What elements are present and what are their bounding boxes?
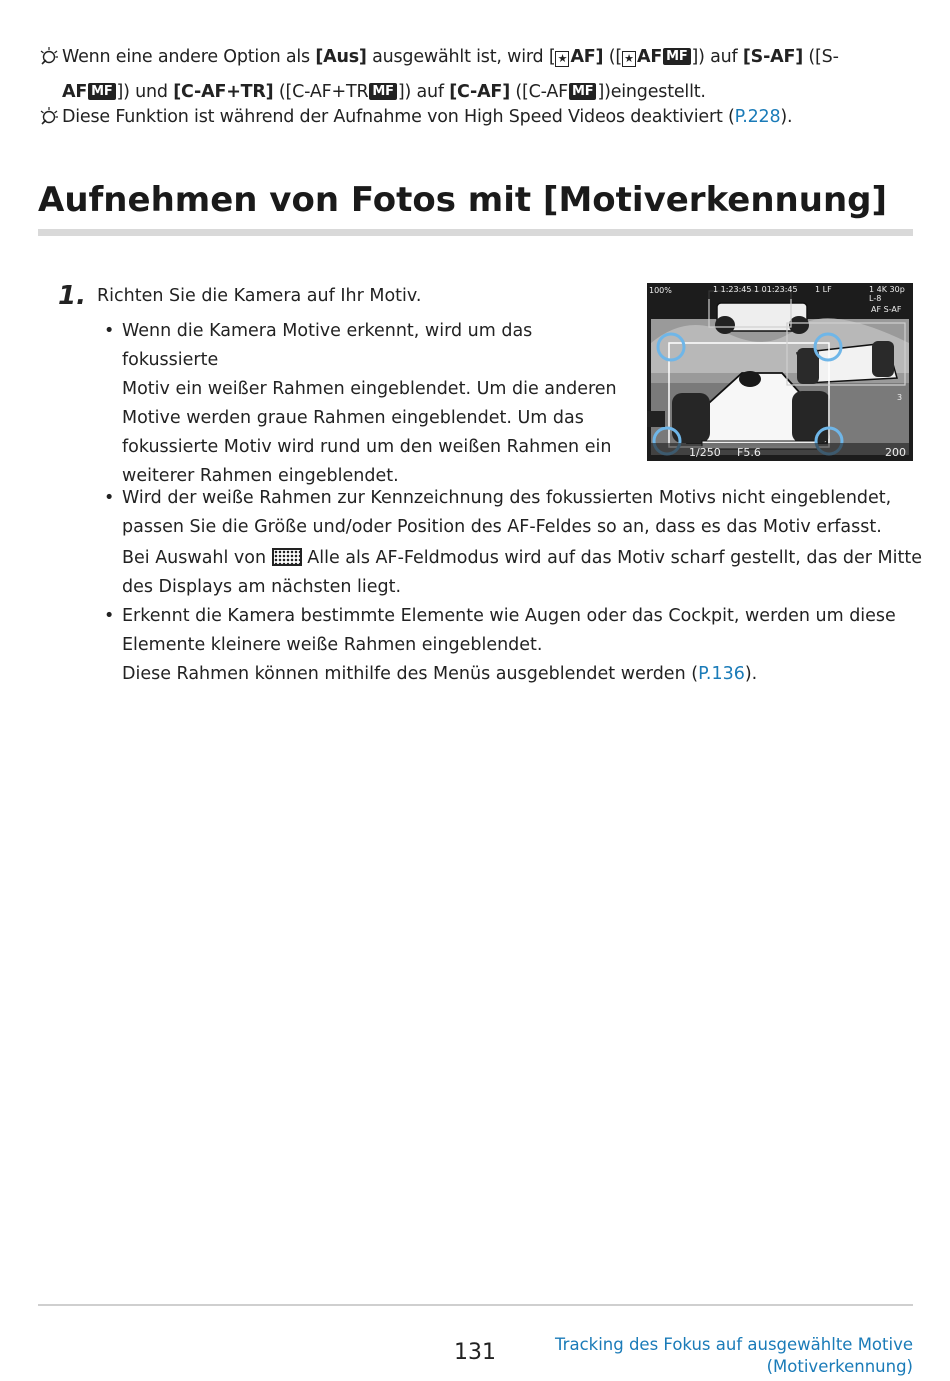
section-heading: Aufnehmen von Fotos mit [Motiverkennung]: [38, 180, 888, 220]
bullet-text: ).: [744, 664, 758, 684]
option-aus: [Aus]: [315, 47, 367, 67]
mf-badge: MF: [88, 83, 115, 100]
step-number: 1.: [58, 281, 86, 311]
tip-text: Wenn eine andere Option als: [62, 47, 316, 67]
page-number: 131: [454, 1340, 496, 1365]
camera-monitor-illustration: [647, 283, 913, 461]
option-star-af-mf: AF: [636, 47, 663, 67]
bullet-line: Elemente kleinere weiße Rahmen eingeblendet.: [122, 635, 543, 655]
tip-note-1: [38, 42, 918, 107]
bullet-text: Bei Auswahl von: [122, 548, 267, 568]
bullet-line: Wird der weiße Rahmen zur Kennzeichnung des fokussierten Motivs nicht eingeblendet,: [122, 488, 892, 508]
heading-rule: [38, 229, 913, 236]
mf-badge: MF: [569, 83, 596, 100]
bullet-text: Alle als AF-Feldmodus wird auf das Motiv scharf gestellt, das der Mitte: [307, 548, 923, 568]
tip-text: ).: [780, 107, 793, 127]
bullet-dot: •: [104, 606, 115, 626]
star-icon: ★: [555, 51, 569, 67]
bullet-line: Wenn die Kamera Motive erkennt, wird um das fokussierte: [122, 321, 533, 370]
step-text: Richten Sie die Kamera auf Ihr Motiv.: [97, 286, 422, 306]
tip-text: ])eingestellt.: [597, 82, 706, 102]
footer-rule: [38, 1304, 913, 1306]
tip-text: ausgewählt ist, wird [: [366, 47, 556, 67]
option-saf-mf: AF: [62, 82, 88, 102]
mf-badge: MF: [369, 83, 396, 100]
shutter-speed: 1/250: [689, 446, 721, 459]
star-icon: ★: [622, 51, 636, 67]
bullet-dot: •: [104, 321, 115, 341]
hint-icon: [38, 105, 62, 137]
footer-section-title[interactable]: [555, 1334, 913, 1378]
bullet-line: Motiv ein weißer Rahmen eingeblendet. Um die anderen: [122, 379, 617, 399]
footer-title-line: (Motiverkennung): [766, 1357, 913, 1376]
aperture-value: F5.6: [737, 446, 761, 459]
subject-count: 3: [897, 393, 903, 402]
page-link-136[interactable]: P.136: [698, 664, 745, 684]
hint-icon: [38, 45, 62, 77]
battery-indicator: 100%: [649, 286, 672, 295]
page-link-228[interactable]: P.228: [734, 107, 781, 127]
footer-title-line: Tracking des Fokus auf ausgewählte Motive: [555, 1335, 913, 1354]
bullet-text: Diese Rahmen können mithilfe des Menüs ausgeblendet werden (: [122, 664, 699, 684]
tip-text: ]) auf: [691, 47, 743, 67]
bullet-line: passen Sie die Größe und/oder Position des AF-Feldes so an, dass es das Motiv erfasst.: [122, 517, 882, 537]
bullet-line: weiterer Rahmen eingeblendet.: [122, 466, 399, 486]
image-quality-indicator: 1 LF: [815, 285, 832, 294]
card-time-indicator: 1 1:23:45 1 01:23:45: [713, 285, 798, 294]
option-caftr: [C-AF+TR]: [173, 82, 274, 102]
iso-value: 200: [885, 446, 906, 459]
bullet-dot: •: [104, 488, 115, 508]
option-saf: [S-AF]: [742, 47, 804, 67]
tip-text: ([: [603, 47, 622, 67]
option-caf: [C-AF]: [449, 82, 510, 102]
tip-text: ]) auf: [397, 82, 450, 102]
tip-text: Diese Funktion ist während der Aufnahme von High Speed Videos deaktiviert (: [62, 107, 735, 127]
bullet-line: [122, 660, 922, 689]
mf-badge: MF: [663, 48, 690, 65]
tip-text: ([C-AF+TR: [273, 82, 369, 102]
tip-note-2: [38, 102, 918, 137]
video-mode-indicator: 1 4K 30p L-8: [869, 285, 905, 303]
bullet-line: fokussierte Motiv wird rund um den weißen Rahmen ein: [122, 437, 612, 457]
bullet-line: Motive werden graue Rahmen eingeblendet. Um das: [122, 408, 584, 428]
tip-text: ([C-AF: [510, 82, 569, 102]
af-mode-indicator: AF S-AF: [871, 305, 902, 314]
bullet-line: des Displays am nächsten liegt.: [122, 577, 402, 597]
tip-text: ]) und: [116, 82, 174, 102]
option-star-af: AF]: [570, 47, 604, 67]
all-targets-grid-icon: [272, 548, 302, 566]
tip-text: ([S-: [803, 47, 839, 67]
bullet-line: [122, 544, 922, 573]
bullet-line: Erkennt die Kamera bestimmte Elemente wie Augen oder das Cockpit, werden um diese: [122, 606, 896, 626]
